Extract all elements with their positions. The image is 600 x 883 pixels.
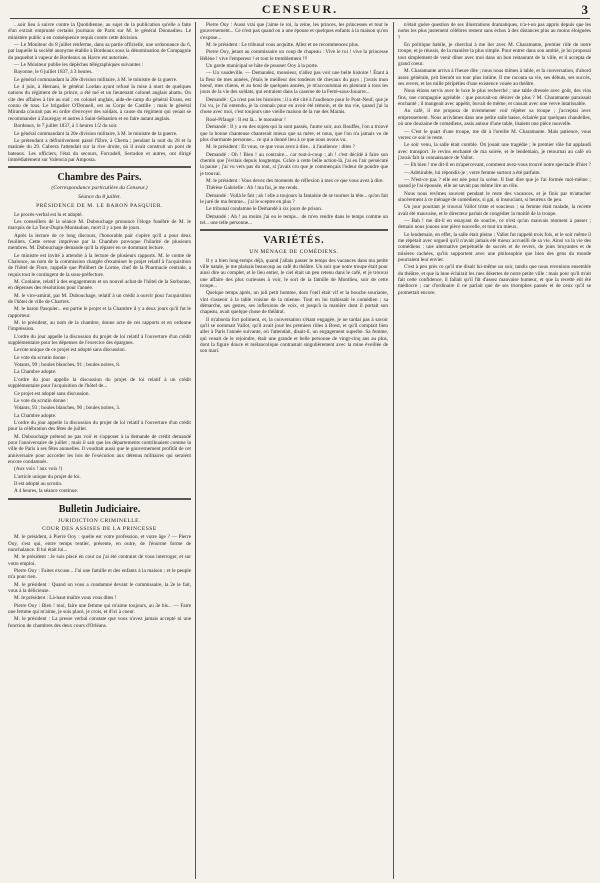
feuilleton-paragraph: — Bah ! me dit-il en essayant de sourire, ce n'est qu'un mauvais moment à passer ; demain nous jouons une pièce nouvelle, et tout ira mieux. [398, 217, 591, 231]
chambre-paragraph: La Chambre adopte. [14, 412, 57, 419]
bulletin-paragraph: M. le président : La presse verbal constate que vous n'avez jamais accepté ni une fonction de chambres des deux cours d'Orléans. [8, 616, 191, 629]
chambre-paragraph: L'ordre du jour appelle la discussion du projet de loi relatif à un crédit supplémentaire pour l'acquisition de l'hôtel de... [8, 376, 191, 390]
varietes-paragraph: Il m'aborda fort poliment, et, la conversation s'étant engagée, je ne tardai pas à savoir qu'il se nommait Vallot, qu'il avait joué les premiers rôles à Brest, et qu'il comptait bien aller à Paris l'année suivante, où l'attendait, disait-il, un engagement superbe. Sa femme, qui venait de le rejoindre, était une grande et belle personne de vingt-cinq ans au plus, dont la figure douce et mélancolique contrastait singulièrement avec la mine éveillée de son mari. [200, 316, 388, 355]
column-divider [195, 22, 196, 879]
chambre-paragraph: Le vote du scrutin donne : [14, 397, 69, 404]
news-paragraph: Le prétendant a définitivement passé l'Ebre, à Cherta ; pendant la nuit du 28 et la matinée du 29. Cabrera l'attendait sur la rive droite, où il avait construit un pont de bateaux. Les officiers, l'état du secours, Forcadell, Serradon et autres, ont dirigé immédiatement sur Valencia par Amposta. [8, 137, 191, 163]
chambre-paragraph: Il est adopté au scrutin. [14, 480, 63, 487]
news-paragraph: Le 4 juin, à Hernani, le général Lordan ayant refusé la mise à mort de quelques nations du régiment de la prince, a été tué et un lieutenant colonel anglais abattu. On cite des affaires à lire au sud ; en colonel anglais, aide-de-camp du général Evans, est connu de tous. Le brigadier O'Donnell, est au Corps de Castille ; mais le général Miranda n'aurait pas eu ordre d'envoyer des soldats, à cause du régiment qui venait se recommander à Zouregay et autres à Saint-Sébastien et en faire autant anglais. [8, 84, 191, 122]
news-paragraph: Le général commandant la 20e division militaire, à M. le ministre de la guerre. [14, 130, 178, 137]
news-paragraph: — Le Moniteur publie les dépêches télégraphiques suivantes : [14, 62, 144, 69]
bulletin-body [8, 534, 191, 629]
news-briefs [8, 22, 191, 163]
bulletin-paragraph: M. le président, à Pierre Ooy : quelle est votre profession, et votre âge ? — Pierre Ooy, s'est qui, entre temps rentier, présente, en outre, de l'énorme forme de nonchalance. Il lui était lui... [8, 534, 191, 554]
chambre-subtitle: (Correspondance particulière du Censeur.) [51, 185, 148, 192]
chambre-paragraph: Le vote du scrutin donne : [14, 354, 69, 361]
court-paragraph: Rosé-Pifaugé : Il est là... le monsieur ! [206, 116, 286, 123]
section-divider [8, 498, 191, 501]
court-paragraph: Le tribunal condamne le Demandé à six jours de prison. [206, 206, 323, 213]
varietes-title: VARIÉTÉS. [263, 235, 325, 247]
news-paragraph: Bayonne, le 6 juillet 1837, à 3 heures. [14, 69, 93, 76]
bulletin-court: COUR DES ASSISES DE LA PRINCESSE [42, 526, 157, 532]
court-paragraph: M. le président : Et vous, ce que vous avez à dire... à l'audience : dites ? [206, 144, 355, 151]
column-divider [393, 22, 394, 879]
varietes-paragraph: Quelque temps après, un joli petit homme, dont l'oeil était vif et la bouche souriante, vint s'asseoir à la table voisine de la mienne. Tout en lui trahissait le comédien ; sa démarche, ses gestes, ses inflexions de voix, et jusqu'à la manière dont il portait son chapeau, avait quelque chose de théâtral. [200, 290, 388, 316]
newspaper-title: CENSEUR. [261, 2, 339, 16]
news-paragraph: Le général commandant la 20e division militaire, à M. le ministre de la guerre. [14, 76, 178, 83]
court-paragraph: Thérèse Gabrielle : Ah ! ma foi, je me rends. [206, 185, 299, 192]
bulletin-paragraph: M. le président : Je suis placé en cour ou j'ai été contraint de vous interroger, et sur votre emploi. [8, 554, 191, 567]
varietes-body [200, 258, 388, 355]
feuilleton-paragraph: — Eh bien ! me dit-il en m'apercevant, comment avez-vous trouvé notre spectacle d'hier ? [404, 162, 591, 169]
chambre-paragraph: Ce projet est adopté sans discussion. [14, 390, 90, 397]
court-paragraph: Demandé : Oh ! Bien ! au contraire... car tout-à-coup ; ah ! c'est décidé à faire son chemin que j'évitais depuis longtemps. Grâce à cette belle action-là, j'ai eu l'air persécuté la pause ; j'ai vu vers pas du tout, si j'avais cru que je commençais l'odeur de poudre que je trouvai. [200, 151, 388, 177]
news-paragraph: — Le Moniteur du 8 juillet renferme, dans sa partie officielle, une ordonnance du 6, par laquelle la société anonyme établie à Bordeaux sous la dénomination de Compagnie du paquebot à vapeur de Bordeaux au Havre est autorisée. [8, 42, 191, 61]
column-2 [200, 22, 388, 879]
chambre-paragraph: Le ministre est invité à attendre à la lecture de plusieurs rapports. M. le comte de Chalonce, au nom de la commission chargée d'examiner le projet relatif à l'acquisition de l'hôtel de Flore, rappelle que Philibert de Lorme, chef de la Pharmacie centrale, a requis tout le contingent de la sous-préfecture. [8, 252, 191, 278]
varietes-subtitle: UN MÉNAGE DE COMÉDIENS. [249, 249, 339, 256]
bulletin-title: Bulletin Judiciaire. [58, 503, 141, 515]
feuilleton-paragraph: Nous étions servis avec le luxe le plus recherché ; une table dressée avec goût, des vins fins, une compagnie agréable : que pouvait-on désirer de plus ? M. Charamante paraissait enchanté ; il mangeait avec appétit, buvait de même, et causait avec une verve intarissable. [398, 88, 591, 108]
court-paragraph: — Un vaudeville. — Demandez, monsieur, n'allez pas voir une belle histoire ! Étant à la fleur de mes années, j'étais le meilleur des tondeurs de chevaux du pays ; j'avais mon boeuf, mes chiens, et au bout de quelques années, je m'accoutumai en pleurant à tous les jours de la vie des soldats, qui entraient dans la caserne de la Ferté-sous-Jouarre... [200, 70, 388, 96]
feuilleton-paragraph: n'était guère question de ses illustrations dramatiques, n'a-t-on pas appris depuis que les noms les plus justement célèbres restent sans échos à des distances plus au moins éloignées ? [398, 22, 591, 41]
chambre-paragraph: Le procès-verbal est lu et adopté. [14, 211, 83, 218]
bulletin-paragraph: M. le président : Quand on vous a condamné devant le commissaire, la 2e le fait, vous à la délicieuse. [8, 581, 191, 595]
court-paragraph: Pierre Ooy : Aussi vrai que j'aime le roi, la reine, les princes, les princesses et tout le gouvernement... Ce n'est pas quand on a une épouse et quelques enfants à la maison qu'on s'expose... [200, 22, 388, 41]
feuilleton-paragraph: Nous nous revîmes souvent pendant le reste des vacances, et je finis par m'attacher sincèrement à ce ménage de comédiens, si gai, si insouciant, si heureux de peu. [398, 190, 591, 203]
chambre-date: Séance du 8 juillet. [78, 194, 121, 201]
chambre-body [8, 212, 191, 495]
court-paragraph: Un garde municipal se hâte de pousser Ooy à la porte. [206, 63, 319, 70]
feuilleton-body [398, 22, 591, 296]
chambre-paragraph: A 4 heures, la séance continue. [14, 488, 79, 495]
chambre-paragraph: Les conseillers de la séance M. Dubouchage prononce l'éloge funèbre de M. le marquis de La Tour-Dupin-Montauban, mort il y a peu de jours. [8, 218, 191, 232]
court-paragraph: M. le président : Le tribunal vous acquitte. Allez et ne recommencez plus. [206, 42, 360, 49]
column-3 [398, 22, 591, 879]
chambre-paragraph: M. le président, au nom de la chambre, donne acte de ces rapports et en ordonne l'impression. [8, 320, 191, 333]
feuilleton-paragraph: M. Charamante arriva à l'heure dite ; nous nous mîmes à table, et la conversation, d'abord assez générale, prit bientôt un tour plus intime. Il me raconta sa vie, ses débuts, ses succès, ses revers, et les mille péripéties d'une existence vouée au théâtre. [398, 68, 591, 88]
column-1 [8, 22, 191, 879]
page-number: 3 [581, 2, 588, 17]
feuilleton-paragraph: Le soir venu, la salle était comble. On jouait une tragédie ; le premier rôle fut applaudi avec transport. Je revins enchanté de ma soirée, et le lendemain, je retournai au café où j'avais fait la connaissance de Vallot. [398, 142, 591, 161]
court-report-body [200, 22, 388, 226]
chambre-paragraph: Après la lecture de ce long discours, l'honorable pair s'opère qu'il a pour deux feuillets. Cette erreur imprévue par la Chambre provoque l'hilarité de plusieurs membres. M. Dubouchage demande qu'il la réparer en ce dommant lecture. [8, 232, 191, 252]
bulletin-subtitle: JURIDICTION CRIMINELLE. [58, 517, 141, 524]
court-paragraph: Pierre Ooy, jetant au commissaire un coup de chapeau : Vive le roi ! vive la princesse Hélène ! vive l'empereur ! et tout le tremblement !!! [200, 49, 388, 62]
chambre-title: Chambre des Pairs. [57, 172, 142, 184]
news-paragraph: Bordeaux, le 7 juillet 1837, à 1 heures 1/2 du soir. [14, 123, 118, 130]
chambre-paragraph: Votants, 99 ; boules blanches, 91 ; boules noires, 8. [14, 362, 121, 369]
chambre-paragraph: L'ordre du jour appelle la discussion du projet de loi relatif à l'ouverture d'un crédit supplémentaire pour les dépenses de l'exercice des épargnes. [8, 333, 191, 347]
court-paragraph: Demandé : Il y a eu des sujets qui la sont passés, l'autre soir, aux Bouffes, l'on a trouvé que la bonne chanteuse chanterait mieux que sa mère, et nous, que l'on n'a jamais vu de plus charmante personne... ce qui a donné lieu à ce que nous avons vu. [200, 124, 388, 143]
court-paragraph: Demandé : Voilà le fait ; ah ! elle a toujours la fantaisie de se tourner la tête... qu'on fait le juré de ma femme... j'ai le sceptre en plus ? [200, 192, 388, 205]
chambre-paragraph: Levote unique de ce projet est adopté sans discussion. [14, 347, 126, 354]
chambre-paragraph: La Chambre adopte. [14, 369, 57, 376]
feuilleton-paragraph: C'est à peu près ce qu'il me disait lui-même un soir, tandis que nous revenions ensemble du théâtre, et que la lune éclairait les rues désertes de notre petite ville : mais pour qu'il m'ait fait cette confidence, il fallait qu'il fût d'assez mauvaise humeur, et que la recette eût été médiocre ; car d'ordinaire il ne parlait que de ses triomphes passés et de ceux qu'il se promettait encore. [398, 264, 591, 296]
chambre-paragraph: (Aux voix ! aux voix !) [14, 466, 63, 473]
feuilleton-paragraph: — Admirable, lui répondis-je ; votre femme surtout a été parfaite. [404, 169, 541, 176]
section-divider [8, 166, 191, 169]
bulletin-paragraph: Pierre Ooy : Faites excuse... J'ai une famille et des enfants à la maison ; et le peuple m'a pour rien. [8, 568, 191, 581]
chambre-paragraph: M. le baron Pasquier... est partie le projet et la Chambre il y a deux jours qu'il fut le rapporteur. [8, 306, 191, 319]
court-paragraph: Demandé : Ah ! au moins j'ai eu le temps... de m'en rendre dans le temps comme un tel... une telle personne... [200, 213, 388, 226]
feuilleton-paragraph: Le lendemain, en effet, la salle était pleine ; Vallot fut rappelé trois fois, et le soir même il me répétait avec orgueil qu'il n'avait jamais été mieux accueilli de sa vie. Ainsi va la vie des comédiens : une alternative perpétuelle de succès et de revers, de joies bruyantes et de misères cachées, qu'ils supportent avec une philosophie que bien des gens du monde pourraient leur envier. [398, 231, 591, 264]
news-paragraph: ...soir lieu à suivre contre la Quotidienne, au sujet de la publication qu'elle a faite d'un extrait emprunté certains journaux de Paris sur M. le général Donnadieu. Le ministère public a en conséquence requis contre cette décision. [8, 22, 191, 41]
section-divider [200, 229, 388, 232]
feuilleton-paragraph: — N'est-ce pas ? elle est née pour la scène. Il faut dire que je l'ai formée moi-même ; quand je l'ai épousée, elle ne savait pas même lire un rôle. [398, 176, 591, 190]
masthead [10, 2, 590, 19]
feuilleton-paragraph: Au café, il me proposa de m'emmener voir répéter sa troupe ; j'acceptai avec empressement. Nous arrivâmes dans une petite salle basse, éclairée par quelques chandelles, où une douzaine de comédiens, assis autour d'une table, lisaient une pièce nouvelle. [398, 108, 591, 128]
court-paragraph: M. le président : Vous devez des moments de réflexion à mes ce que vous avez à dire. [206, 177, 384, 184]
bulletin-paragraph: M. le président : Là-haut maître vous vous dites ! [14, 595, 117, 602]
chambre-president: PRÉSIDENCE DE M. LE BARON PASQUIER. [36, 203, 163, 210]
court-paragraph: Demandé : Ça n'est pas les histoires ; il a été cité à l'audience pour le Pont-Neuf, que je l'ai vu, je l'ai entendu, je la connais pour en avoir été témoin, et de ma vie, quand j'ai la chose avec moi, c'est toujours une vieille maison de la rue des Marais. [200, 96, 388, 116]
bulletin-paragraph: Pierre Ooy : Bien ! moi, faire une femme qui m'aime toujours, au 3e bis... — Faire une femme qui m'aime, je suis placé, je crois, et d'ici à coeur. [8, 602, 191, 616]
feuilleton-paragraph: Un jour pourtant je trouvai Vallot triste et soucieux ; sa femme était malade, la recette avait été mauvaise, et le directeur parlait de congédier la moitié de la troupe. [398, 204, 591, 217]
chambre-paragraph: M. Conlaine, relatif à des engagements et un nouvel achat de l'hôtel de la Sorbonne, en dépenses des résolutions pour l'année. [8, 279, 191, 292]
chambre-paragraph: M. le vice-amiral, par M. Dubouchage, relatif à un crédit à ouvrir pour l'acquisition de l'hôtel de ville de Chartres. [8, 292, 191, 306]
varietes-paragraph: Il y a bien long-temps déjà, quand j'allais passer le temps des vacances dans ma petite ville natale, je me plaisais beaucoup au café du théâtre. Un soir que notre troupe était pour ainsi dire au complet, et le lieu entier, le ciel était un peu retenu dans le café, et je trouvai une affaire des plus curieuses à voir, le sort de la famille de Montlieu, soir de cette troupe... [200, 257, 388, 290]
chambre-paragraph: M. Dubouchage prétend ne pas voir et s'opposer à la demande de crédit demandé pour l'anniversaire de juillet ; mais il sait que les départements contribuaient comme la ville de Paris à ses fêtes annuelles. Il voudrait aussi que le gouvernement profitât de cet anniversaire pour accorder les lois de l'exécution aux détenus militaires qui seraient encore condamnés. [8, 433, 191, 465]
chambre-paragraph: L'ordre du jour appelle la discussion du projet de loi relatif à l'ouverture d'un crédit pour la célébration des fêtes de juillet. [8, 419, 191, 433]
feuilleton-paragraph: En politique habile, je cherchai à me lier avec M. Charamante, premier rôle de notre troupe, et je réussis, de la manière la plus simple. Pour entrer dans son amitié, je lui proposai tout simplement de venir dîner avec moi dans un bon restaurant de la ville, et il accepta de grand coeur. [398, 42, 591, 68]
feuilleton-paragraph: — C'est le quart d'une troupe, me dit à l'oreille M. Charamante. Mais patience, vous verrez ce soir le reste. [398, 128, 591, 141]
chambre-paragraph: Votants, 93 ; boules blanches, 90 ; boules noires, 3. [14, 405, 121, 412]
chambre-paragraph: L'article unique du projet de loi. [14, 473, 81, 480]
